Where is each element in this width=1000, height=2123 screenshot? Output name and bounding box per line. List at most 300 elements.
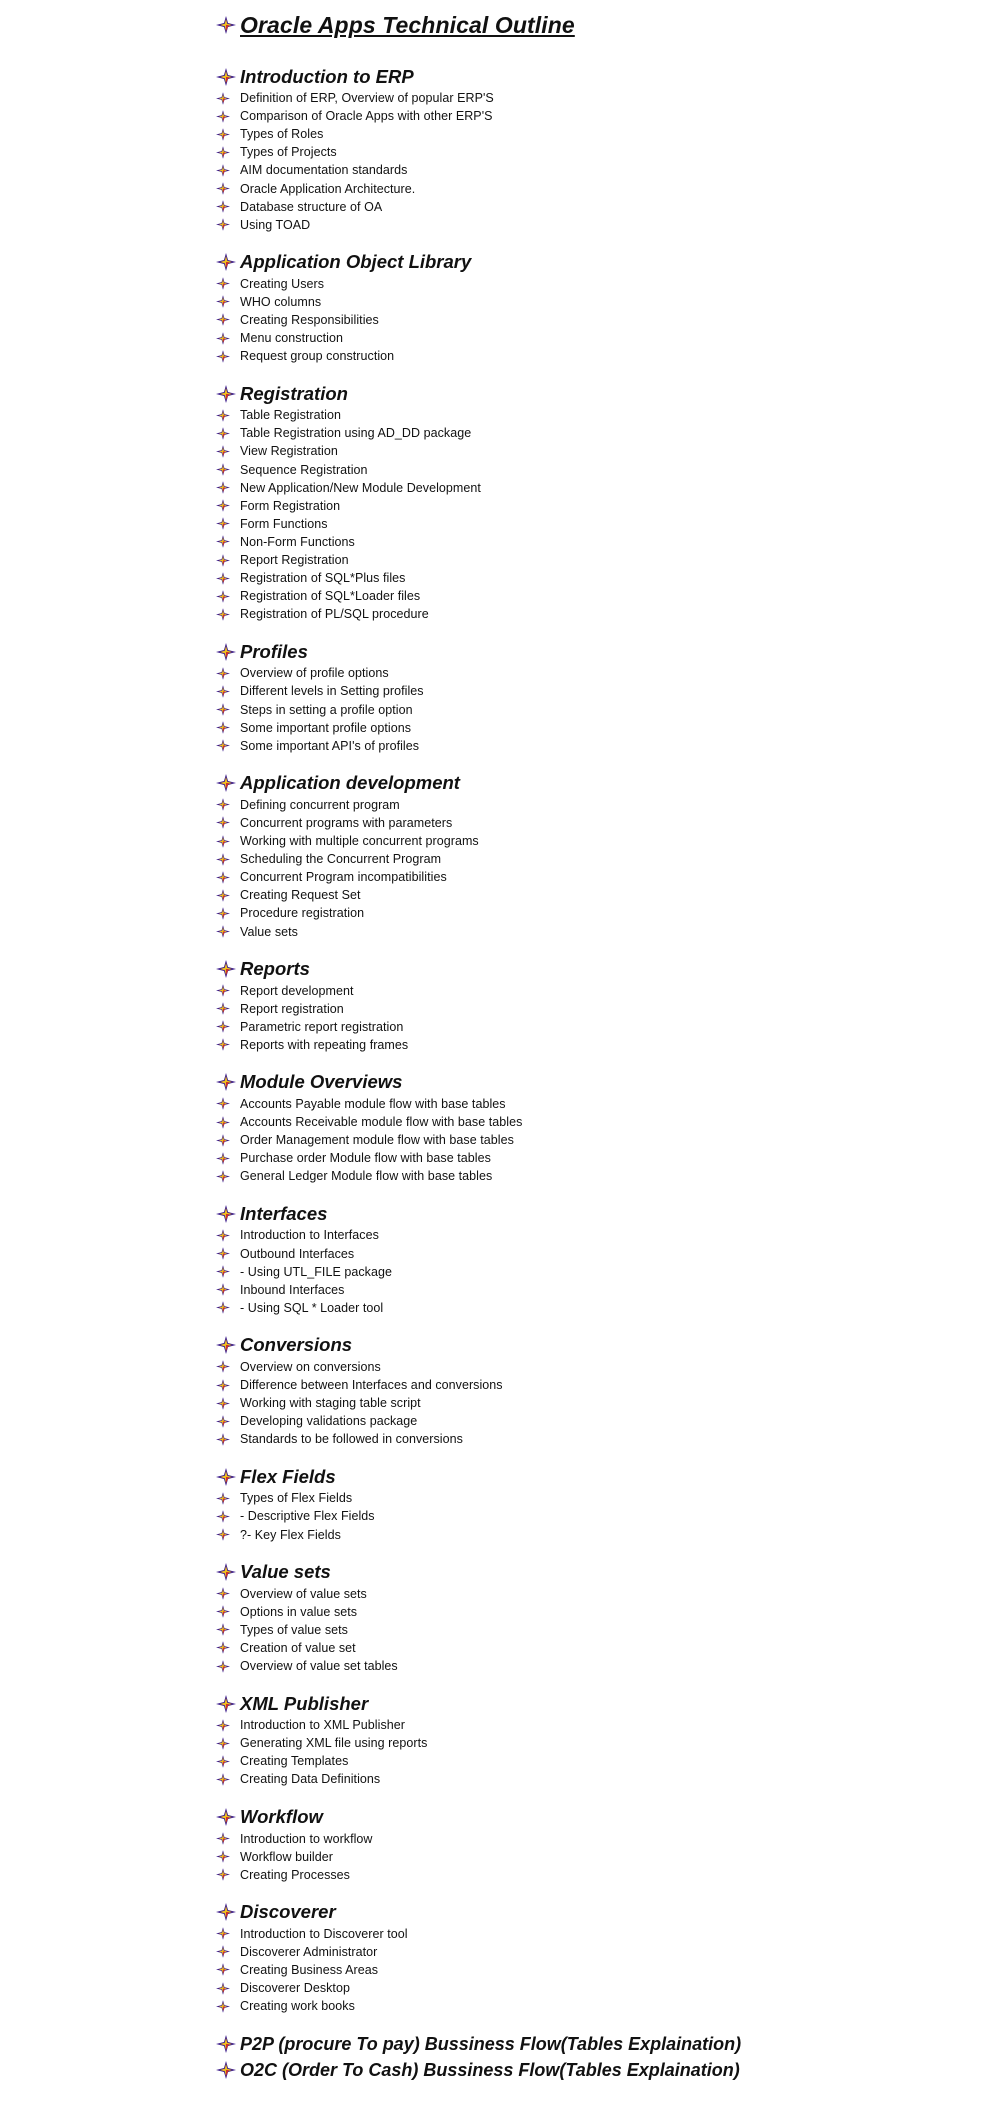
list-item <box>216 832 976 850</box>
four-point-star-bullet-icon <box>216 1397 230 1410</box>
list-item-text: Creating work books <box>240 1999 355 2014</box>
section-xml-publisher <box>216 1691 976 1788</box>
list-item <box>216 551 976 569</box>
list-item <box>216 796 976 814</box>
section-heading-line <box>216 1691 976 1716</box>
list-item-text: Scheduling the Concurrent Program <box>240 852 442 867</box>
section-application-object-library <box>216 250 976 365</box>
section-conversions <box>216 1333 976 1448</box>
list-item-text: Defining concurrent program <box>240 797 400 812</box>
section-heading-line <box>216 1900 976 1925</box>
four-point-star-bullet-icon <box>216 1660 230 1673</box>
section-item-list <box>216 982 976 1054</box>
list-item-text: Accounts Payable module flow with base tables <box>240 1096 506 1111</box>
list-item <box>216 1412 976 1430</box>
list-item-text: Developing validations package <box>240 1414 418 1429</box>
four-point-star-bullet-icon <box>216 110 230 123</box>
list-item <box>216 868 976 886</box>
section-heading-line <box>216 1560 976 1585</box>
four-point-star-bullet-icon <box>216 295 230 308</box>
list-item <box>216 1585 976 1603</box>
four-point-star-bullet-icon <box>216 1963 230 1976</box>
section-heading: Workflow <box>240 1805 323 1827</box>
list-item-text: Concurrent Program incompatibilities <box>240 870 447 885</box>
list-item-text: ?- Key Flex Fields <box>240 1527 341 1542</box>
list-item-text: Sequence Registration <box>240 462 368 477</box>
list-item-text: Introduction to XML Publisher <box>240 1718 405 1733</box>
list-item <box>216 1621 976 1639</box>
four-point-star-bullet-icon <box>216 2000 230 2013</box>
list-item-text: Generating XML file using reports <box>240 1736 428 1751</box>
list-item-text: Types of Projects <box>240 145 337 160</box>
list-item-text: Reports with repeating frames <box>240 1037 409 1052</box>
four-point-star-bullet-icon <box>216 1265 230 1278</box>
list-item-text: - Using SQL * Loader tool <box>240 1300 384 1315</box>
four-point-star-bullet-icon <box>216 200 230 213</box>
list-item <box>216 275 976 293</box>
list-item-text: Introduction to workflow <box>240 1831 373 1846</box>
four-point-star-bullet-icon <box>216 1510 230 1523</box>
four-point-star-bullet-icon <box>216 68 236 86</box>
section-heading-line <box>216 771 976 796</box>
list-item-text: Request group construction <box>240 349 395 364</box>
list-item-text: Concurrent programs with parameters <box>240 815 453 830</box>
list-item <box>216 1489 976 1507</box>
four-point-star-bullet-icon <box>216 739 230 752</box>
list-item <box>216 1734 976 1752</box>
list-item-text: Parametric report registration <box>240 1019 404 1034</box>
list-item <box>216 479 976 497</box>
four-point-star-bullet-icon <box>216 907 230 920</box>
list-item-text: Form Functions <box>240 516 328 531</box>
list-item <box>216 1848 976 1866</box>
section-heading: XML Publisher <box>240 1692 369 1714</box>
four-point-star-bullet-icon <box>216 517 230 530</box>
four-point-star-bullet-icon <box>216 816 230 829</box>
list-item-text: Creating Responsibilities <box>240 312 379 327</box>
four-point-star-bullet-icon <box>216 554 230 567</box>
four-point-star-bullet-icon <box>216 1152 230 1165</box>
list-item-text: Procedure registration <box>240 906 365 921</box>
list-item <box>216 533 976 551</box>
section-workflow <box>216 1804 976 1883</box>
four-point-star-bullet-icon <box>216 1808 236 1826</box>
list-item-text: Menu construction <box>240 331 343 346</box>
section-value-sets <box>216 1560 976 1675</box>
four-point-star-bullet-icon <box>216 1379 230 1392</box>
four-point-star-bullet-icon <box>216 1492 230 1505</box>
list-item <box>216 143 976 161</box>
list-item-text: Creating Users <box>240 276 325 291</box>
list-item <box>216 347 976 365</box>
list-item <box>216 161 976 179</box>
four-point-star-bullet-icon <box>216 1982 230 1995</box>
four-point-star-bullet-icon <box>216 925 230 938</box>
list-item <box>216 1770 976 1788</box>
four-point-star-bullet-icon <box>216 1229 230 1242</box>
document-title: Oracle Apps Technical Outline <box>240 11 575 38</box>
section-application-development <box>216 771 976 941</box>
list-item <box>216 216 976 234</box>
list-item-text: Overview of value set tables <box>240 1659 398 1674</box>
list-item <box>216 515 976 533</box>
section-heading: Reports <box>240 958 310 980</box>
list-item-text: Form Registration <box>240 498 341 513</box>
section-item-list <box>216 1095 976 1185</box>
list-item <box>216 1925 976 1943</box>
four-point-star-bullet-icon <box>216 685 230 698</box>
section-item-list <box>216 1716 976 1788</box>
list-item <box>216 664 976 682</box>
four-point-star-bullet-icon <box>216 1170 230 1183</box>
four-point-star-bullet-icon <box>216 1755 230 1768</box>
section-flex-fields <box>216 1464 976 1543</box>
list-item-text: General Ledger Module flow with base tables <box>240 1169 493 1184</box>
list-item-text: Definition of ERP, Overview of popular ERP'S <box>240 91 494 106</box>
section-heading: Interfaces <box>240 1202 328 1224</box>
section-heading: Profiles <box>240 640 308 662</box>
section-heading-line <box>216 1070 976 1095</box>
list-item-text: View Registration <box>240 444 338 459</box>
four-point-star-bullet-icon <box>216 1433 230 1446</box>
four-point-star-bullet-icon <box>216 835 230 848</box>
list-item <box>216 1263 976 1281</box>
list-item-text: AIM documentation standards <box>240 163 408 178</box>
list-item-text: Options in value sets <box>240 1604 358 1619</box>
list-item <box>216 1113 976 1131</box>
four-point-star-bullet-icon <box>216 1468 236 1486</box>
list-item <box>216 198 976 216</box>
four-point-star-bullet-icon <box>216 1247 230 1260</box>
list-item-text: Outbound Interfaces <box>240 1246 355 1261</box>
four-point-star-bullet-icon <box>216 253 236 271</box>
list-item-text: Creating Processes <box>240 1867 350 1882</box>
list-item-text: Database structure of OA <box>240 199 383 214</box>
list-item <box>216 1657 976 1675</box>
list-item <box>216 89 976 107</box>
section-heading-line <box>216 1804 976 1829</box>
list-item-text: WHO columns <box>240 294 322 309</box>
section-heading-line <box>216 1333 976 1358</box>
list-item-text: Workflow builder <box>240 1849 333 1864</box>
four-point-star-bullet-icon <box>216 350 230 363</box>
four-point-star-bullet-icon <box>216 1415 230 1428</box>
list-item <box>216 107 976 125</box>
section-item-list <box>216 89 976 234</box>
four-point-star-bullet-icon <box>216 1945 230 1958</box>
list-item-text: Types of Flex Fields <box>240 1491 353 1506</box>
four-point-star-bullet-icon <box>216 1002 230 1015</box>
list-item-text: Table Registration using AD_DD package <box>240 426 472 441</box>
list-item <box>216 442 976 460</box>
four-point-star-bullet-icon <box>216 128 230 141</box>
section-heading: Value sets <box>240 1561 331 1583</box>
list-item <box>216 179 976 197</box>
list-item-text: Table Registration <box>240 408 341 423</box>
outline-sections <box>216 64 976 2015</box>
four-point-star-bullet-icon <box>216 608 230 621</box>
list-item-text: Creating Templates <box>240 1754 349 1769</box>
list-item <box>216 1358 976 1376</box>
four-point-star-bullet-icon <box>216 572 230 585</box>
final-headings <box>216 2031 976 2083</box>
section-item-list <box>216 1489 976 1543</box>
list-item-text: Creating Business Areas <box>240 1962 379 1977</box>
list-item-text: Non-Form Functions <box>240 534 355 549</box>
list-item-text: Accounts Receivable module flow with base tables <box>240 1115 523 1130</box>
list-item-text: Standards to be followed in conversions <box>240 1432 463 1447</box>
section-heading: Conversions <box>240 1334 353 1356</box>
list-item-text: Introduction to Discoverer tool <box>240 1926 408 1941</box>
list-item <box>216 569 976 587</box>
section-item-list <box>216 796 976 941</box>
four-point-star-bullet-icon <box>216 385 236 403</box>
list-item <box>216 1376 976 1394</box>
section-item-list <box>216 664 976 754</box>
section-interfaces <box>216 1201 976 1316</box>
list-item-text: Different levels in Setting profiles <box>240 684 424 699</box>
four-point-star-bullet-icon <box>216 1927 230 1940</box>
four-point-star-bullet-icon <box>216 1623 230 1636</box>
four-point-star-bullet-icon <box>216 15 236 35</box>
final-heading: O2C (Order To Cash) Bussiness Flow(Tables Explaination) <box>240 2059 740 2080</box>
four-point-star-bullet-icon <box>216 1301 230 1314</box>
section-discoverer <box>216 1900 976 2015</box>
list-item <box>216 886 976 904</box>
document-page <box>216 8 976 2083</box>
four-point-star-bullet-icon <box>216 277 230 290</box>
list-item-text: Comparison of Oracle Apps with other ERP'S <box>240 109 493 124</box>
list-item-text: Types of value sets <box>240 1622 348 1637</box>
list-item <box>216 1095 976 1113</box>
list-item <box>216 293 976 311</box>
list-item <box>216 701 976 719</box>
section-item-list <box>216 1829 976 1883</box>
list-item <box>216 1943 976 1961</box>
section-item-list <box>216 275 976 365</box>
list-item <box>216 982 976 1000</box>
four-point-star-bullet-icon <box>216 721 230 734</box>
list-item <box>216 1716 976 1734</box>
four-point-star-bullet-icon <box>216 590 230 603</box>
list-item-text: New Application/New Module Development <box>240 480 481 495</box>
four-point-star-bullet-icon <box>216 182 230 195</box>
four-point-star-bullet-icon <box>216 703 230 716</box>
list-item <box>216 587 976 605</box>
final-heading-line <box>216 2031 976 2057</box>
section-heading: Application development <box>240 772 460 794</box>
four-point-star-bullet-icon <box>216 2035 236 2053</box>
four-point-star-bullet-icon <box>216 1587 230 1600</box>
list-item <box>216 125 976 143</box>
list-item <box>216 1979 976 1997</box>
four-point-star-bullet-icon <box>216 1038 230 1051</box>
section-heading-line <box>216 381 976 406</box>
section-item-list <box>216 1226 976 1316</box>
four-point-star-bullet-icon <box>216 409 230 422</box>
four-point-star-bullet-icon <box>216 1695 236 1713</box>
list-item <box>216 406 976 424</box>
section-item-list <box>216 1925 976 2015</box>
four-point-star-bullet-icon <box>216 1205 236 1223</box>
section-heading: Application Object Library <box>240 251 472 273</box>
list-item <box>216 497 976 515</box>
four-point-star-bullet-icon <box>216 643 236 661</box>
four-point-star-bullet-icon <box>216 1097 230 1110</box>
list-item <box>216 1018 976 1036</box>
section-heading: Module Overviews <box>240 1071 403 1093</box>
list-item <box>216 1226 976 1244</box>
four-point-star-bullet-icon <box>216 1116 230 1129</box>
list-item <box>216 814 976 832</box>
section-module-overviews <box>216 1070 976 1185</box>
list-item <box>216 1961 976 1979</box>
list-item-text: Overview of profile options <box>240 666 389 681</box>
list-item <box>216 605 976 623</box>
list-item <box>216 424 976 442</box>
four-point-star-bullet-icon <box>216 218 230 231</box>
list-item <box>216 1507 976 1525</box>
list-item-text: Oracle Application Architecture. <box>240 181 416 196</box>
four-point-star-bullet-icon <box>216 1134 230 1147</box>
list-item-text: Report registration <box>240 1001 344 1016</box>
list-item-text: Discoverer Desktop <box>240 1981 350 1996</box>
four-point-star-bullet-icon <box>216 332 230 345</box>
four-point-star-bullet-icon <box>216 1283 230 1296</box>
four-point-star-bullet-icon <box>216 313 230 326</box>
four-point-star-bullet-icon <box>216 871 230 884</box>
list-item-text: Value sets <box>240 924 298 939</box>
four-point-star-bullet-icon <box>216 164 230 177</box>
list-item <box>216 1829 976 1847</box>
list-item-text: - Descriptive Flex Fields <box>240 1509 375 1524</box>
list-item <box>216 682 976 700</box>
list-item-text: Creating Request Set <box>240 888 361 903</box>
four-point-star-bullet-icon <box>216 984 230 997</box>
four-point-star-bullet-icon <box>216 798 230 811</box>
list-item-text: Report Registration <box>240 553 349 568</box>
section-heading-line <box>216 64 976 89</box>
list-item-text: Working with staging table script <box>240 1396 421 1411</box>
list-item-text: Steps in setting a profile option <box>240 702 413 717</box>
list-item-text: Registration of PL/SQL procedure <box>240 607 429 622</box>
section-heading-line <box>216 639 976 664</box>
list-item <box>216 1000 976 1018</box>
four-point-star-bullet-icon <box>216 481 230 494</box>
section-item-list <box>216 406 976 623</box>
list-item <box>216 1394 976 1412</box>
list-item <box>216 1866 976 1884</box>
section-heading-line <box>216 250 976 275</box>
four-point-star-bullet-icon <box>216 1020 230 1033</box>
list-item <box>216 1036 976 1054</box>
section-heading-line <box>216 1201 976 1226</box>
list-item <box>216 1752 976 1770</box>
list-item <box>216 461 976 479</box>
four-point-star-bullet-icon <box>216 667 230 680</box>
list-item-text: Registration of SQL*Plus files <box>240 571 406 586</box>
four-point-star-bullet-icon <box>216 960 236 978</box>
list-item <box>216 904 976 922</box>
four-point-star-bullet-icon <box>216 1360 230 1373</box>
four-point-star-bullet-icon <box>216 427 230 440</box>
four-point-star-bullet-icon <box>216 445 230 458</box>
section-item-list <box>216 1585 976 1675</box>
list-item-text: Difference between Interfaces and conversions <box>240 1378 503 1393</box>
four-point-star-bullet-icon <box>216 535 230 548</box>
list-item <box>216 1245 976 1263</box>
list-item-text: Some important profile options <box>240 720 412 735</box>
document-title-line <box>216 8 976 42</box>
section-heading: Introduction to ERP <box>240 65 414 87</box>
list-item-text: Types of Roles <box>240 127 324 142</box>
four-point-star-bullet-icon <box>216 1605 230 1618</box>
section-introduction-to-erp <box>216 64 976 234</box>
list-item-text: Order Management module flow with base tables <box>240 1133 514 1148</box>
list-item <box>216 922 976 940</box>
four-point-star-bullet-icon <box>216 1336 236 1354</box>
four-point-star-bullet-icon <box>216 1773 230 1786</box>
four-point-star-bullet-icon <box>216 1563 236 1581</box>
final-heading: P2P (procure To pay) Bussiness Flow(Tables Explaination) <box>240 2033 742 2054</box>
list-item <box>216 1131 976 1149</box>
four-point-star-bullet-icon <box>216 1073 236 1091</box>
four-point-star-bullet-icon <box>216 463 230 476</box>
section-profiles <box>216 639 976 754</box>
four-point-star-bullet-icon <box>216 1903 236 1921</box>
four-point-star-bullet-icon <box>216 889 230 902</box>
section-heading-line <box>216 1464 976 1489</box>
four-point-star-bullet-icon <box>216 1641 230 1654</box>
list-item <box>216 311 976 329</box>
list-item <box>216 850 976 868</box>
four-point-star-bullet-icon <box>216 853 230 866</box>
list-item <box>216 737 976 755</box>
list-item <box>216 1299 976 1317</box>
list-item-text: - Using UTL_FILE package <box>240 1264 392 1279</box>
four-point-star-bullet-icon <box>216 2061 236 2079</box>
four-point-star-bullet-icon <box>216 1850 230 1863</box>
section-heading: Registration <box>240 382 348 404</box>
four-point-star-bullet-icon <box>216 1868 230 1881</box>
list-item-text: Using TOAD <box>240 217 311 232</box>
list-item-text: Report development <box>240 983 354 998</box>
four-point-star-bullet-icon <box>216 1737 230 1750</box>
section-heading: Flex Fields <box>240 1465 336 1487</box>
four-point-star-bullet-icon <box>216 1528 230 1541</box>
list-item-text: Creating Data Definitions <box>240 1772 381 1787</box>
four-point-star-bullet-icon <box>216 1719 230 1732</box>
list-item <box>216 719 976 737</box>
list-item <box>216 1526 976 1544</box>
list-item <box>216 1997 976 2015</box>
list-item-text: Creation of value set <box>240 1640 356 1655</box>
list-item-text: Introduction to Interfaces <box>240 1228 379 1243</box>
four-point-star-bullet-icon <box>216 92 230 105</box>
list-item <box>216 1167 976 1185</box>
four-point-star-bullet-icon <box>216 1832 230 1845</box>
list-item <box>216 1430 976 1448</box>
list-item-text: Inbound Interfaces <box>240 1282 345 1297</box>
list-item-text: Working with multiple concurrent programs <box>240 834 479 849</box>
four-point-star-bullet-icon <box>216 774 236 792</box>
section-item-list <box>216 1358 976 1448</box>
section-registration <box>216 381 976 623</box>
list-item <box>216 1149 976 1167</box>
four-point-star-bullet-icon <box>216 146 230 159</box>
list-item-text: Some important API's of profiles <box>240 738 420 753</box>
list-item <box>216 329 976 347</box>
